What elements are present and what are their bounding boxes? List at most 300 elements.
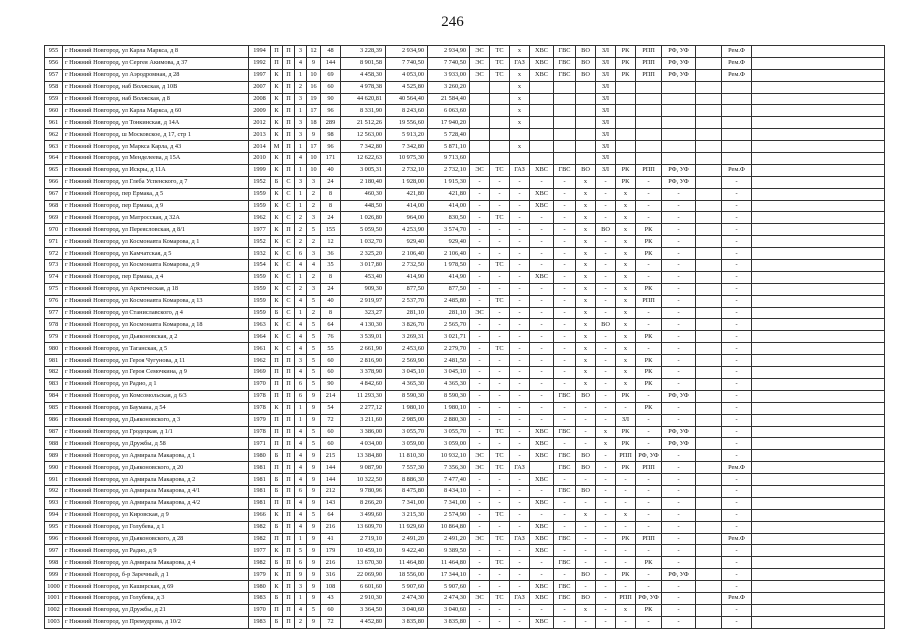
table-cell — [510, 153, 530, 165]
table-cell — [752, 485, 885, 497]
table-cell: - — [530, 283, 554, 295]
table-cell: П — [283, 117, 295, 129]
table-cell: - — [596, 474, 616, 486]
table-cell: - — [470, 260, 490, 272]
table-cell: РФ, УФ — [662, 57, 696, 69]
table-cell: ХВС — [530, 164, 554, 176]
table-row — [45, 248, 885, 260]
table-cell: ТС — [490, 426, 510, 438]
table-cell: 414,00 — [428, 200, 470, 212]
table-cell: 12 — [307, 46, 321, 58]
table-cell: 214 — [321, 390, 341, 402]
address-cell: г Нижний Новгород, ул Космонавта Комарова, д 9 — [63, 260, 249, 272]
table-cell: 1 — [295, 69, 307, 81]
table-cell: П — [283, 545, 295, 557]
table-cell: РК — [636, 331, 662, 343]
table-cell: РК — [616, 164, 636, 176]
table-cell: ВО — [596, 224, 616, 236]
table-cell: - — [470, 509, 490, 521]
table-cell — [752, 604, 885, 616]
table-cell — [752, 236, 885, 248]
table-row — [45, 557, 885, 569]
table-row — [45, 485, 885, 497]
table-cell: 1 — [295, 271, 307, 283]
table-cell: - — [636, 426, 662, 438]
table-cell: - — [554, 283, 576, 295]
table-cell: - — [554, 521, 576, 533]
table-cell: 2 — [295, 81, 307, 93]
table-cell: х — [616, 367, 636, 379]
table-cell: С — [283, 307, 295, 319]
table-cell: - — [722, 367, 752, 379]
table-cell: 9 — [307, 616, 321, 628]
table-cell: К — [271, 331, 283, 343]
table-cell: ЗЛ — [596, 105, 616, 117]
table-cell: 108 — [321, 581, 341, 593]
table-cell: х — [616, 604, 636, 616]
table-cell: П — [271, 438, 283, 450]
table-cell: С — [283, 260, 295, 272]
row-number-cell: 987 — [45, 426, 63, 438]
table-cell: 3 933,00 — [428, 69, 470, 81]
table-cell: х — [616, 307, 636, 319]
table-cell — [696, 212, 722, 224]
table-cell: - — [554, 497, 576, 509]
table-cell: 1952 — [249, 176, 271, 188]
table-cell: 6 601,60 — [341, 581, 386, 593]
table-cell — [752, 414, 885, 426]
table-cell: 289 — [321, 117, 341, 129]
table-cell: 40 — [321, 295, 341, 307]
table-cell: 1 980,10 — [386, 402, 428, 414]
table-cell — [616, 93, 636, 105]
table-cell: К — [271, 402, 283, 414]
table-cell: - — [470, 616, 490, 628]
table-cell: 1 915,30 — [428, 176, 470, 188]
table-cell — [752, 319, 885, 331]
table-cell: 12 563,00 — [341, 129, 386, 141]
table-cell: - — [554, 355, 576, 367]
table-cell — [752, 450, 885, 462]
table-cell — [696, 533, 722, 545]
table-cell: - — [596, 331, 616, 343]
table-cell: 5 — [307, 355, 321, 367]
table-cell: 4 365,30 — [428, 378, 470, 390]
table-cell: 1980 — [249, 581, 271, 593]
table-cell: ВО — [576, 450, 596, 462]
table-cell: РК — [636, 557, 662, 569]
table-cell: 9 — [307, 57, 321, 69]
table-cell: - — [554, 236, 576, 248]
table-cell — [696, 402, 722, 414]
table-cell: х — [576, 212, 596, 224]
table-cell: 9 422,40 — [386, 545, 428, 557]
table-cell: 60 — [321, 355, 341, 367]
table-cell: - — [636, 307, 662, 319]
table-cell — [576, 153, 596, 165]
table-cell — [752, 355, 885, 367]
table-cell: 3 — [295, 93, 307, 105]
table-cell — [490, 105, 510, 117]
table-cell: ЗЛ — [596, 153, 616, 165]
table-cell: - — [722, 283, 752, 295]
table-cell: П — [283, 533, 295, 545]
table-cell: К — [271, 164, 283, 176]
table-cell: - — [530, 485, 554, 497]
table-cell: ТС — [490, 343, 510, 355]
table-row — [45, 438, 885, 450]
row-number-cell: 999 — [45, 569, 63, 581]
table-cell: - — [510, 176, 530, 188]
table-cell: К — [271, 69, 283, 81]
table-cell: х — [576, 283, 596, 295]
table-cell: - — [722, 212, 752, 224]
table-cell — [696, 485, 722, 497]
table-cell: - — [662, 378, 696, 390]
table-cell: 4 842,60 — [341, 378, 386, 390]
table-cell: - — [596, 343, 616, 355]
table-cell: - — [722, 224, 752, 236]
table-cell: - — [576, 474, 596, 486]
table-cell: ХВС — [530, 521, 554, 533]
table-row — [45, 331, 885, 343]
table-cell — [752, 438, 885, 450]
table-cell: - — [662, 212, 696, 224]
table-cell: 2007 — [249, 81, 271, 93]
table-cell: 10 — [307, 153, 321, 165]
table-cell: - — [596, 378, 616, 390]
table-cell — [490, 141, 510, 153]
table-cell: - — [490, 176, 510, 188]
table-cell — [470, 93, 490, 105]
table-cell: 9 780,96 — [341, 485, 386, 497]
table-cell: - — [596, 295, 616, 307]
table-cell: ТС — [490, 260, 510, 272]
table-cell — [616, 105, 636, 117]
table-cell: - — [470, 557, 490, 569]
table-cell: РФ, УФ — [662, 569, 696, 581]
table-cell: П — [271, 355, 283, 367]
table-cell: х — [576, 319, 596, 331]
table-cell: ХВС — [530, 69, 554, 81]
table-cell: 19 — [307, 93, 321, 105]
table-cell — [696, 93, 722, 105]
table-cell: ХВС — [530, 46, 554, 58]
table-cell: - — [554, 616, 576, 628]
row-number-cell: 1002 — [45, 604, 63, 616]
table-cell: - — [490, 307, 510, 319]
table-row — [45, 283, 885, 295]
table-cell: ВО — [576, 569, 596, 581]
table-cell — [510, 129, 530, 141]
table-cell: 414,90 — [428, 271, 470, 283]
table-cell: - — [662, 367, 696, 379]
table-cell: 5 — [307, 295, 321, 307]
table-cell: 9 — [307, 414, 321, 426]
table-cell — [530, 141, 554, 153]
table-cell: П — [283, 462, 295, 474]
table-cell: - — [596, 521, 616, 533]
table-cell: 1 — [295, 105, 307, 117]
table-cell: ТС — [490, 46, 510, 58]
row-number-cell: 962 — [45, 129, 63, 141]
table-cell — [662, 153, 696, 165]
table-cell — [696, 248, 722, 260]
table-cell: 7 477,40 — [428, 474, 470, 486]
table-cell: х — [510, 81, 530, 93]
table-cell — [662, 93, 696, 105]
table-cell: 8 243,60 — [386, 105, 428, 117]
table-cell: - — [722, 271, 752, 283]
table-cell: 5 — [307, 426, 321, 438]
table-cell: 1983 — [249, 592, 271, 604]
table-cell — [696, 592, 722, 604]
table-cell: К — [271, 224, 283, 236]
table-cell: - — [596, 592, 616, 604]
table-cell: 1997 — [249, 69, 271, 81]
table-cell: х — [576, 378, 596, 390]
table-cell: ЭС — [470, 57, 490, 69]
table-cell: 8 — [321, 188, 341, 200]
row-number-cell: 984 — [45, 390, 63, 402]
table-cell: ТС — [490, 57, 510, 69]
table-cell — [752, 212, 885, 224]
row-number-cell: 991 — [45, 474, 63, 486]
table-cell: - — [490, 355, 510, 367]
table-cell: - — [576, 545, 596, 557]
table-cell: - — [662, 307, 696, 319]
table-cell: - — [596, 236, 616, 248]
table-cell: ВО — [576, 462, 596, 474]
table-cell: 8 266,20 — [341, 497, 386, 509]
table-cell: - — [554, 545, 576, 557]
table-cell: К — [271, 93, 283, 105]
table-cell: - — [596, 485, 616, 497]
table-cell: - — [470, 545, 490, 557]
table-cell: 4 365,30 — [386, 378, 428, 390]
table-cell: 8 — [321, 271, 341, 283]
table-cell: х — [616, 343, 636, 355]
table-row — [45, 414, 885, 426]
table-cell: - — [662, 260, 696, 272]
address-cell: г Нижний Новгород, наб Волжская, д 10В — [63, 81, 249, 93]
table-cell: 64 — [321, 319, 341, 331]
table-cell: Рем.Ф — [722, 46, 752, 58]
table-cell — [752, 592, 885, 604]
table-cell: - — [554, 271, 576, 283]
table-cell — [470, 105, 490, 117]
table-cell: ТС — [490, 212, 510, 224]
table-cell: - — [596, 402, 616, 414]
table-cell — [530, 105, 554, 117]
table-cell — [530, 462, 554, 474]
table-cell: К — [271, 319, 283, 331]
table-cell: ЗЛ — [616, 414, 636, 426]
table-cell: ГВС — [554, 69, 576, 81]
table-cell: - — [636, 200, 662, 212]
table-cell: 877,50 — [428, 283, 470, 295]
table-row — [45, 462, 885, 474]
table-cell: 1969 — [249, 367, 271, 379]
table-cell: - — [470, 200, 490, 212]
table-cell: 3 021,71 — [428, 331, 470, 343]
table-cell: - — [530, 367, 554, 379]
table-cell: П — [271, 367, 283, 379]
table-cell: 13 609,70 — [341, 521, 386, 533]
table-cell: 8 590,30 — [386, 390, 428, 402]
table-cell — [696, 557, 722, 569]
table-cell: 2 — [295, 212, 307, 224]
address-cell: г Нижний Новгород, б-р Заречный, д 1 — [63, 569, 249, 581]
table-cell — [752, 46, 885, 58]
table-cell: 3 211,60 — [341, 414, 386, 426]
table-cell: П — [271, 390, 283, 402]
address-cell: г Нижний Новгород, ул Арктическая, д 18 — [63, 283, 249, 295]
table-cell: х — [616, 319, 636, 331]
table-cell: 3 826,70 — [386, 319, 428, 331]
table-cell: ВО — [576, 485, 596, 497]
table-cell: К — [271, 569, 283, 581]
table-cell: 3 055,70 — [428, 426, 470, 438]
table-cell: Б — [271, 176, 283, 188]
table-cell: 1983 — [249, 616, 271, 628]
table-cell: РПП — [636, 69, 662, 81]
table-cell — [554, 141, 576, 153]
table-cell: ХВС — [530, 581, 554, 593]
table-cell: - — [470, 426, 490, 438]
table-cell: 40 — [321, 164, 341, 176]
table-row — [45, 105, 885, 117]
table-cell: 1994 — [249, 46, 271, 58]
table-cell: 1964 — [249, 331, 271, 343]
table-cell: 9 — [295, 569, 307, 581]
table-cell: 2 919,97 — [341, 295, 386, 307]
table-cell: - — [554, 414, 576, 426]
table-cell: П — [271, 46, 283, 58]
table-cell: - — [490, 604, 510, 616]
row-number-cell: 971 — [45, 236, 63, 248]
table-row — [45, 260, 885, 272]
table-cell: 7 341,00 — [428, 497, 470, 509]
table-cell: 48 — [321, 46, 341, 58]
table-cell: - — [470, 569, 490, 581]
table-row — [45, 93, 885, 105]
table-cell: - — [510, 343, 530, 355]
table-cell: 10 — [307, 69, 321, 81]
table-cell: - — [490, 521, 510, 533]
row-number-cell: 959 — [45, 93, 63, 105]
table-cell: 64 — [321, 509, 341, 521]
table-cell — [722, 93, 752, 105]
table-cell: 2 569,90 — [386, 355, 428, 367]
table-cell: РК — [616, 438, 636, 450]
table-cell — [636, 129, 662, 141]
table-cell: - — [510, 236, 530, 248]
table-cell: - — [722, 390, 752, 402]
table-cell — [752, 81, 885, 93]
table-cell: - — [662, 343, 696, 355]
table-cell: - — [530, 557, 554, 569]
table-cell: - — [596, 260, 616, 272]
table-cell: - — [596, 497, 616, 509]
table-cell: 41 — [321, 533, 341, 545]
table-cell: х — [576, 188, 596, 200]
table-cell: 1 — [295, 533, 307, 545]
table-cell — [696, 164, 722, 176]
table-cell: - — [596, 616, 616, 628]
table-row — [45, 295, 885, 307]
table-cell: х — [576, 271, 596, 283]
table-cell: - — [470, 343, 490, 355]
table-cell: 2 474,30 — [428, 592, 470, 604]
table-cell — [662, 117, 696, 129]
table-cell: - — [554, 260, 576, 272]
table-cell: 4 — [295, 604, 307, 616]
table-cell: - — [722, 426, 752, 438]
table-cell: ВО — [596, 319, 616, 331]
table-cell: х — [510, 117, 530, 129]
table-cell: - — [510, 319, 530, 331]
table-cell: П — [283, 450, 295, 462]
table-cell: - — [470, 378, 490, 390]
table-cell: Б — [271, 474, 283, 486]
table-cell — [752, 616, 885, 628]
table-cell — [696, 438, 722, 450]
table-cell: - — [470, 497, 490, 509]
table-cell: ТС — [490, 509, 510, 521]
table-cell: - — [554, 509, 576, 521]
table-cell: С — [283, 331, 295, 343]
table-cell: - — [722, 438, 752, 450]
table-cell: 3 228,39 — [341, 46, 386, 58]
table-cell: 2 453,60 — [386, 343, 428, 355]
table-cell: - — [636, 509, 662, 521]
table-cell — [616, 117, 636, 129]
row-number-cell: 960 — [45, 105, 63, 117]
table-cell: - — [576, 414, 596, 426]
table-cell — [696, 176, 722, 188]
table-cell: х — [616, 236, 636, 248]
table-cell: 19 556,60 — [386, 117, 428, 129]
table-cell: - — [596, 355, 616, 367]
table-cell: - — [596, 188, 616, 200]
table-cell: - — [490, 474, 510, 486]
table-cell: - — [722, 260, 752, 272]
table-cell: 21 512,26 — [341, 117, 386, 129]
table-cell: П — [283, 509, 295, 521]
table-cell — [752, 521, 885, 533]
table-cell: РК — [616, 176, 636, 188]
table-cell: 2 — [295, 283, 307, 295]
table-cell: 3 055,70 — [386, 426, 428, 438]
table-cell: П — [283, 390, 295, 402]
table-cell: 4 — [295, 331, 307, 343]
table-cell — [696, 414, 722, 426]
table-cell — [752, 402, 885, 414]
table-cell: - — [722, 355, 752, 367]
table-cell: 1 — [295, 402, 307, 414]
table-cell: 2 732,10 — [386, 164, 428, 176]
table-cell: ХВС — [530, 438, 554, 450]
table-cell: 4 452,80 — [341, 616, 386, 628]
table-cell: Б — [271, 521, 283, 533]
table-cell: - — [510, 248, 530, 260]
table-cell: РК — [636, 604, 662, 616]
table-cell: х — [576, 355, 596, 367]
table-cell: - — [510, 426, 530, 438]
table-cell — [696, 295, 722, 307]
table-cell — [752, 271, 885, 283]
